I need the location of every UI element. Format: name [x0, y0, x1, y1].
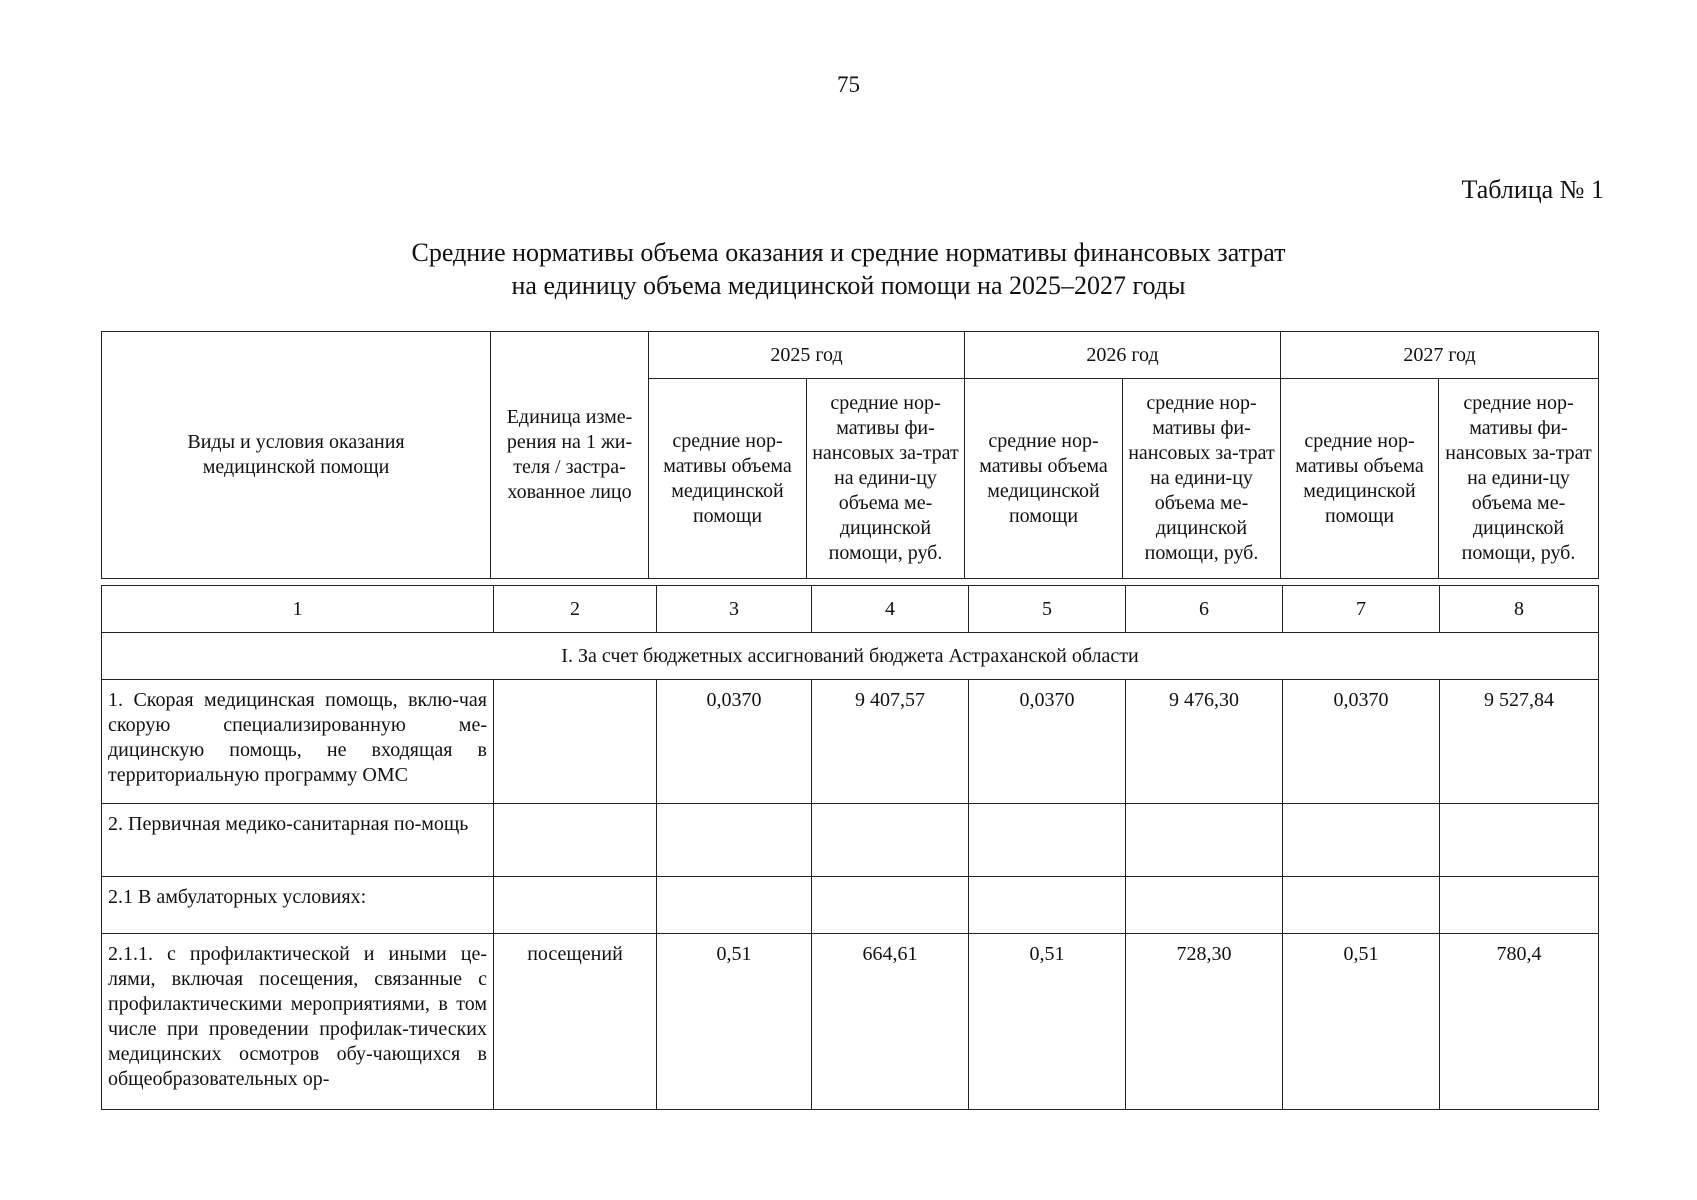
column-numbers-row	[102, 586, 1599, 633]
header-volume-2026: средние нор-мативы объема медицинской помощи	[965, 379, 1123, 579]
cell-volume-2026	[969, 804, 1126, 877]
header-cost-2025: средние нор-мативы фи-нансовых за-трат на едини-цу объема ме-дицинской помощи, руб.	[807, 379, 965, 579]
column-number: 6	[1126, 586, 1283, 633]
row-label: 1. Скорая медицинская помощь, вклю-чая скорую специализированную ме-дицинскую помощь, не входящая в территориальную программу ОМС	[102, 680, 494, 804]
section-row	[102, 633, 1599, 680]
column-number: 2	[494, 586, 657, 633]
cell-volume-2027: 0,0370	[1283, 680, 1440, 804]
header-year-2027: 2027 год	[1281, 332, 1599, 379]
row-unit	[494, 804, 657, 877]
document-title	[0, 236, 1697, 302]
header-cost-2026: средние нор-мативы фи-нансовых за-трат на едини-цу объема ме-дицинской помощи, руб.	[1123, 379, 1281, 579]
cell-volume-2025	[657, 804, 812, 877]
cell-cost-2026: 9 476,30	[1126, 680, 1283, 804]
column-number: 7	[1283, 586, 1440, 633]
cell-cost-2025: 9 407,57	[812, 680, 969, 804]
header-year-2026: 2026 год	[965, 332, 1281, 379]
header-types-of-care: Виды и условия оказания медицинской помощи	[102, 332, 491, 579]
section-title: I. За счет бюджетных ассигнований бюджета Астраханской области	[102, 633, 1599, 680]
header-volume-2027: средние нор-мативы объема медицинской помощи	[1281, 379, 1439, 579]
column-number: 5	[969, 586, 1126, 633]
cell-cost-2026: 728,30	[1126, 934, 1283, 1110]
title-line-2: на единицу объема медицинской помощи на 2025–2027 годы	[511, 271, 1186, 300]
table-header	[101, 331, 1599, 579]
table-body	[101, 585, 1599, 1110]
cell-volume-2027	[1283, 804, 1440, 877]
row-label: 2. Первичная медико-санитарная по-мощь	[102, 804, 494, 877]
table-row	[102, 680, 1599, 804]
cell-cost-2027	[1440, 804, 1599, 877]
cell-cost-2027: 9 527,84	[1440, 680, 1599, 804]
cell-volume-2025: 0,0370	[657, 680, 812, 804]
cell-cost-2027	[1440, 877, 1599, 934]
table-row	[102, 877, 1599, 934]
header-volume-2025: средние нор-мативы объема медицинской помощи	[649, 379, 807, 579]
cell-volume-2026	[969, 877, 1126, 934]
row-unit	[494, 680, 657, 804]
page-number: 75	[837, 72, 860, 97]
row-unit: посещений	[494, 934, 657, 1110]
cell-volume-2025: 0,51	[657, 934, 812, 1110]
title-line-1: Средние нормативы объема оказания и средние нормативы финансовых затрат	[411, 238, 1286, 267]
header-unit: Единица изме-рения на 1 жи-теля / застра-хованное лицо	[491, 332, 649, 579]
row-label: 2.1.1. с профилактической и иными це-лями, включая посещения, связанные с профилактическими мероприятиями, в том числе при проведении профилак-тических медицинских осмотров обу-чающихся в общеобразовательных ор-	[102, 934, 494, 1110]
table-row	[102, 804, 1599, 877]
column-number: 3	[657, 586, 812, 633]
table-number: Таблица № 1	[1461, 175, 1604, 204]
cell-volume-2026: 0,51	[969, 934, 1126, 1110]
table-row	[102, 934, 1599, 1110]
cell-cost-2026	[1126, 877, 1283, 934]
header-year-2025: 2025 год	[649, 332, 965, 379]
cell-volume-2027	[1283, 877, 1440, 934]
cell-cost-2025: 664,61	[812, 934, 969, 1110]
cell-cost-2027: 780,4	[1440, 934, 1599, 1110]
cell-cost-2025	[812, 804, 969, 877]
column-number: 8	[1440, 586, 1599, 633]
row-unit	[494, 877, 657, 934]
cell-volume-2026: 0,0370	[969, 680, 1126, 804]
column-number: 4	[812, 586, 969, 633]
cell-volume-2027: 0,51	[1283, 934, 1440, 1110]
header-cost-2027: средние нор-мативы фи-нансовых за-трат на едини-цу объема ме-дицинской помощи, руб.	[1439, 379, 1599, 579]
column-number: 1	[102, 586, 494, 633]
row-label: 2.1 В амбулаторных условиях:	[102, 877, 494, 934]
cell-cost-2026	[1126, 804, 1283, 877]
cell-cost-2025	[812, 877, 969, 934]
cell-volume-2025	[657, 877, 812, 934]
